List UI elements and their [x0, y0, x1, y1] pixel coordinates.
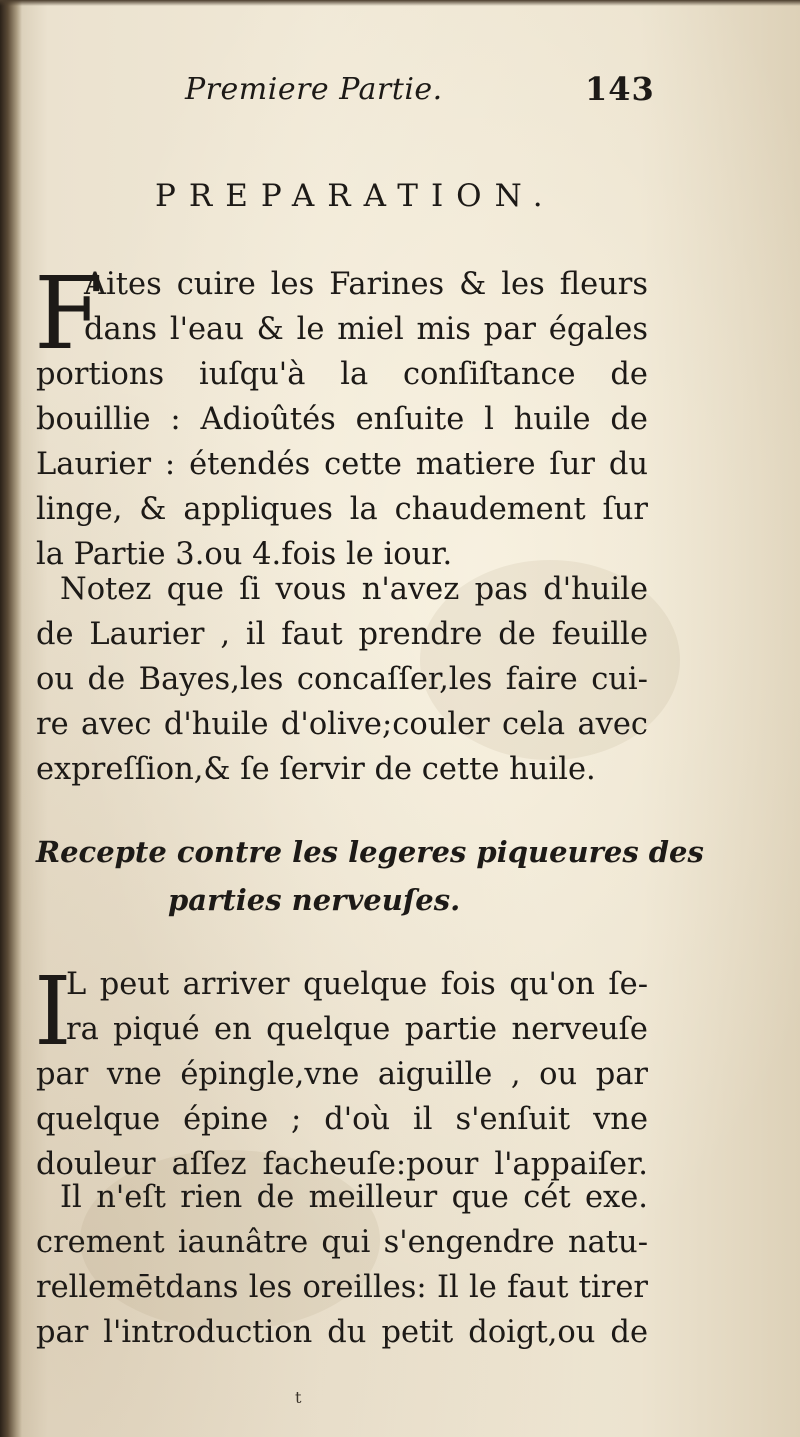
section-heading: PREPARATION.: [155, 178, 556, 214]
drop-cap: I: [34, 957, 72, 1067]
text-line: par vne épingle,vne aiguille , ou par: [36, 1057, 648, 1092]
text-line: Aites cuire les Farines & les fleurs: [84, 267, 648, 302]
text-line: portions iuſqu'à la conſiſtance de: [36, 357, 648, 392]
text-line: par l'introduction du petit doigt,ou de: [36, 1315, 648, 1350]
text-line: ra piqué en quelque partie nerveuſe: [66, 1012, 648, 1047]
binding-gutter: [0, 0, 22, 1437]
running-title: Premiere Partie.: [185, 72, 443, 107]
text-line: L peut arriver quelque fois qu'on ſe-: [66, 967, 648, 1002]
running-head: [0, 72, 800, 122]
drop-cap: F: [34, 255, 104, 372]
text-line: Il n'eſt rien de meilleur que cét exe.: [60, 1180, 648, 1215]
recipe-title: [36, 828, 704, 924]
page-number: 143: [585, 70, 655, 108]
paragraph-remedy: [36, 1175, 648, 1355]
text-line: quelque épine ; d'où il s'enſuit vne: [36, 1102, 648, 1137]
recipe-title-line: parties nerveuſes.: [168, 883, 461, 917]
text-line: dans l'eau & le miel mis par égales: [84, 312, 648, 347]
text-line: crement iaunâtre qui s'engendre natu-: [36, 1225, 648, 1260]
text-line: Laurier : étendés cette matiere ſur du: [36, 447, 648, 482]
text-line: de Laurier , il faut prendre de feuille: [36, 617, 648, 652]
signature-mark: t: [295, 1388, 302, 1407]
text-line: rellemētdans les oreilles: Il le faut tirer: [36, 1270, 648, 1305]
text-line: Notez que ſi vous n'avez pas d'huile: [60, 572, 648, 607]
text-line: douleur aſſez facheuſe:pour l'appaiſer.: [36, 1147, 648, 1182]
text-line: linge, & appliques la chaudement ſur: [36, 492, 648, 527]
paragraph-preparation: [34, 255, 648, 577]
text-line: ou de Bayes,les concaſſer,les faire cui-: [36, 662, 648, 697]
recipe-title-line: Recepte contre les legeres piqueures des: [36, 835, 704, 869]
page-top-edge: [0, 0, 800, 6]
text-line: expreſſion,& ſe ſervir de cette huile.: [36, 752, 596, 787]
text-line: la Partie 3.ou 4.fois le iour.: [36, 537, 453, 572]
text-line: bouillie : Adioûtés enſuite l huile de: [36, 402, 648, 437]
paragraph-recipe: [34, 957, 648, 1187]
text-line: re avec d'huile d'olive;couler cela avec: [36, 707, 648, 742]
paragraph-note: [36, 567, 648, 792]
